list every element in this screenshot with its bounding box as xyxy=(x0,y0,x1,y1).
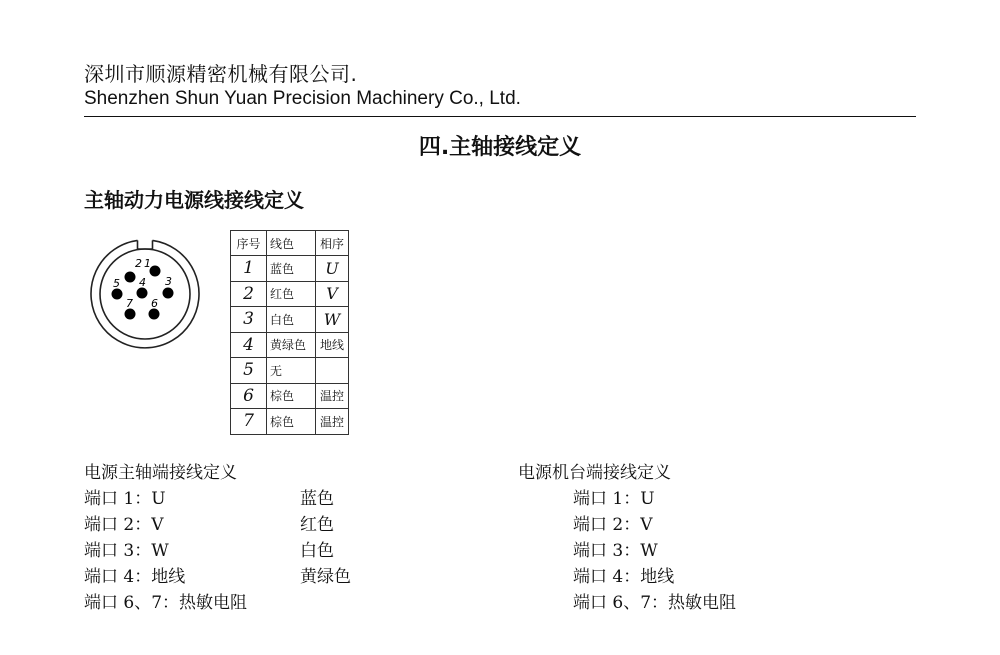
wire-color: 棕色 xyxy=(267,383,316,409)
pin-number: 7 xyxy=(231,409,267,435)
pin-phase: W xyxy=(323,309,341,329)
table-row xyxy=(231,358,349,384)
pin-label-3: 3 xyxy=(165,275,172,288)
pin-function: 地线 xyxy=(319,338,344,353)
table-row xyxy=(231,409,349,435)
machine-end-heading xyxy=(518,460,671,486)
wire-color: 棕色 xyxy=(267,409,316,435)
table-row xyxy=(231,383,349,409)
wire-color: 无 xyxy=(267,358,316,384)
machine-port-line: 端口 6、7：热敏电阻 xyxy=(573,593,737,613)
connector-pin xyxy=(149,309,160,320)
pin-number: 6 xyxy=(231,383,267,409)
spindle-wire-color: 蓝色 xyxy=(300,489,334,509)
pin-number: 4 xyxy=(231,332,267,358)
spindle-port-line: 端口 2：V xyxy=(84,515,164,535)
spindle-port-line: 端口 6、7：热敏电阻 xyxy=(84,593,248,613)
pin-phase: U xyxy=(325,258,339,278)
pin-phase: V xyxy=(326,284,338,304)
machine-port-line: 端口 3：W xyxy=(573,541,658,561)
pin-number: 1 xyxy=(231,256,267,282)
spindle-port-line: 端口 3：W xyxy=(84,541,169,561)
subtitle: 主轴动力电源线接线定义 xyxy=(84,188,304,212)
table-row xyxy=(231,307,349,333)
pin-function: 温控 xyxy=(319,414,344,429)
connector-key-notch xyxy=(138,240,153,249)
spindle-end-definitions xyxy=(84,460,247,616)
machine-end-definitions xyxy=(573,486,736,616)
connector-pin xyxy=(112,289,123,300)
table-row xyxy=(231,256,349,282)
spindle-wire-color: 黄绿色 xyxy=(300,567,351,587)
spindle-wire-color: 白色 xyxy=(300,541,334,561)
machine-port-line: 端口 1：U xyxy=(573,489,655,509)
table-row xyxy=(231,332,349,358)
connector-pin xyxy=(137,288,148,299)
table-row xyxy=(231,281,349,307)
spindle-port-line: 端口 1：U xyxy=(84,489,166,509)
header-number: 序号 xyxy=(231,231,267,256)
pin-label-1: 1 xyxy=(144,257,151,270)
spindle-wire-colors xyxy=(300,486,351,590)
spindle-port-line: 端口 4：地线 xyxy=(84,567,186,587)
table-header-row xyxy=(231,231,349,256)
pin-label-4: 4 xyxy=(139,276,146,289)
pin-number: 2 xyxy=(231,281,267,307)
wire-color: 白色 xyxy=(267,307,316,333)
spindle-wire-color: 红色 xyxy=(300,515,334,535)
company-name-english: Shenzhen Shun Yuan Precision Machinery Co., Ltd. xyxy=(84,88,521,109)
wire-color: 黄绿色 xyxy=(267,332,316,358)
pin-label-2: 2 xyxy=(135,257,142,270)
connector-pin xyxy=(150,266,161,277)
pin-label-6: 6 xyxy=(151,297,158,310)
pin-label-7: 7 xyxy=(126,297,133,310)
connector-pin xyxy=(163,288,174,299)
machine-end-title: 电源机台端接线定义 xyxy=(518,463,671,483)
wire-color: 红色 xyxy=(267,281,316,307)
machine-port-line: 端口 4：地线 xyxy=(573,567,675,587)
section-title: 四.主轴接线定义 xyxy=(418,135,582,160)
wire-color: 蓝色 xyxy=(267,256,316,282)
connector-pin xyxy=(125,272,136,283)
pin-number: 5 xyxy=(231,358,267,384)
connector-pinout-diagram xyxy=(85,234,205,354)
header-phase: 相序 xyxy=(316,231,349,256)
spindle-end-title: 电源主轴端接线定义 xyxy=(84,463,237,483)
machine-port-line: 端口 2：V xyxy=(573,515,653,535)
pin-number: 3 xyxy=(231,307,267,333)
pin-function: 温控 xyxy=(319,389,344,404)
company-name-chinese: 深圳市顺源精密机械有限公司. xyxy=(84,62,358,86)
header-wire-color: 线色 xyxy=(267,231,316,256)
pin-definition-table xyxy=(230,230,349,435)
connector-pin xyxy=(125,309,136,320)
pin-label-5: 5 xyxy=(113,277,120,290)
header-divider xyxy=(84,116,916,117)
